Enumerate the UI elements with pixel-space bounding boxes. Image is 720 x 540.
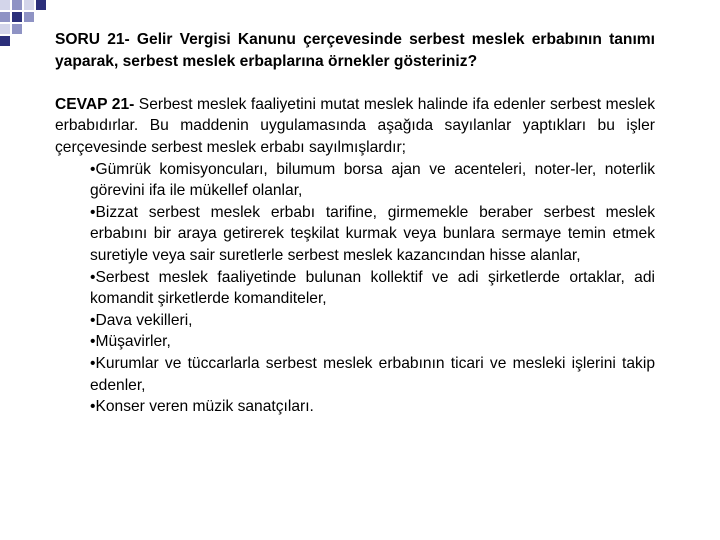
- question-label: SORU 21-: [55, 31, 130, 48]
- answer-label: CEVAP 21-: [55, 95, 135, 113]
- deco-square: [12, 24, 22, 34]
- answer-paragraph: [55, 94, 655, 159]
- question-text: Gelir Vergisi Kanunu çerçevesinde serbest meslek erbabının tanımı yaparak, serbest meslek erbaplarına örnekler gösteriniz?: [55, 31, 655, 70]
- corner-decoration: [0, 0, 60, 44]
- answer-text: Serbest meslek faaliyetini mutat meslek halinde ifa edenler serbest meslek erbabıdırlar. Bu maddenin uygulamasında aşağıda sayılanlar yaptıkları bu işler çerçevesinde serbest meslek erbabı sayılmışlardır;: [55, 95, 656, 156]
- list-item: •Gümrük komisyoncuları, bilumum borsa ajan ve acenteleri, noter-ler, noterlik görevini ifa ile mükellef olanlar,: [90, 160, 655, 200]
- deco-square: [0, 24, 10, 34]
- deco-square: [0, 36, 10, 46]
- answer-list: [55, 159, 655, 418]
- deco-square: [24, 12, 34, 22]
- question-paragraph: [55, 29, 655, 72]
- paragraph-gap: [55, 72, 655, 94]
- list-item: •Dava vekilleri,: [90, 311, 193, 329]
- slide-content: [55, 29, 655, 418]
- deco-square: [12, 0, 22, 10]
- deco-square: [36, 0, 46, 10]
- deco-square: [12, 12, 22, 22]
- deco-square: [0, 0, 10, 10]
- list-item: •Kurumlar ve tüccarlarla serbest meslek erbabının ticari ve mesleki işlerini takip edenler,: [90, 354, 655, 394]
- list-item: •Serbest meslek faaliyetinde bulunan kollektif ve adi şirketlerde ortaklar, adi komandit şirketlerde komanditeler,: [90, 268, 655, 308]
- list-item: •Konser veren müzik sanatçıları.: [90, 398, 314, 416]
- deco-square: [24, 0, 34, 10]
- list-item: •Müşavirler,: [90, 333, 171, 351]
- list-item: •Bizzat serbest meslek erbabı tarifine, girmemekle beraber serbest meslek erbabını bir araya getirerek teşkilat kurmak veya bunlara sermaye temin etmek suretiyle veya sair suretlerle serbest meslek kazancından hisse alanlar,: [90, 203, 655, 264]
- deco-square: [0, 12, 10, 22]
